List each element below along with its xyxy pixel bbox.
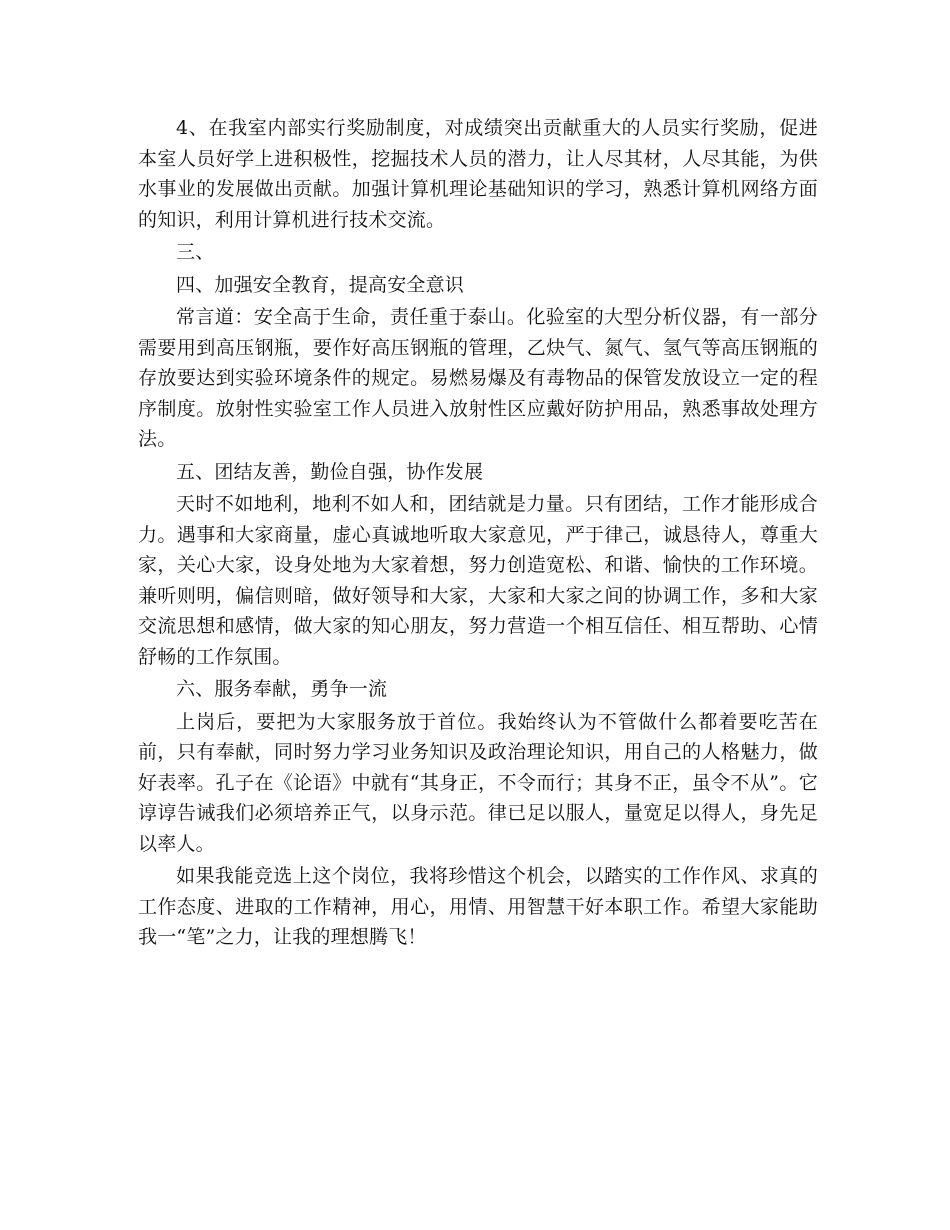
paragraph-safety: 常言道：安全高于生命，责任重于泰山。化验室的大型分析仪器，有一部分需要用到高压钢瓶，要作好高压钢瓶的管理，乙炔气、氮气、氢气等高压钢瓶的存放要达到实验环境条件的规定。易燃易爆及有毒物品的保管发放设立一定的程序制度。放射性实验室工作人员进入放射性区应戴好防护用品，熟悉事故处理方法。 (138, 306, 818, 450)
paragraph-closing: 如果我能竞选上这个岗位，我将珍惜这个机会，以踏实的工作作风、求真的工作态度、进取的工作精神，用心，用情、用智慧干好本职工作。希望大家能助我一“笔”之力，让我的理想腾飞！ (138, 865, 818, 948)
document-body (138, 113, 818, 953)
section-heading-safety: 四、加强安全教育，提高安全意识 (176, 273, 465, 296)
paragraph-service: 上岗后，要把为大家服务放于首位。我始终认为不管做什么都着要吃苦在前，只有奉献，同时努力学习业务知识及政治理论知识，用自己的人格魅力，做好表率。孔子在《论语》中就有“其身正，不令而行；其身不正，虽令不从”。它谆谆告诫我们必须培养正气，以身示范。律已足以服人，量宽足以得人，身先足以率人。 (138, 710, 818, 855)
section-heading-service: 六、服务奉献，勇争一流 (176, 678, 388, 700)
section-heading-three: 三、 (176, 241, 215, 263)
paragraph-unity: 天时不如地利，地利不如人和，团结就是力量。只有团结，工作才能形成合力。遇事和大家商量，虚心真诚地听取大家意见，严于律己，诚恳待人，尊重大家，关心大家，设身处地为大家着想，努力创造宽松、和谐、愉快的工作环境。兼听则明，偏信则暗，做好领导和大家，大家和大家之间的协调工作，多和大家交流思想和感情，做大家的知心朋友，努力营造一个相互信任、相互帮助、心情舒畅的工作氛围。 (138, 493, 818, 668)
section-heading-unity: 五、团结友善，勤俭自强，协作发展 (176, 460, 484, 483)
paragraph-reward-system: 4、在我室内部实行奖励制度，对成绩突出贡献重大的人员实行奖励，促进本室人员好学上进积极性，挖掘技术人员的潜力，让人尽其材，人尽其能，为供水事业的发展做出贡献。加强计算机理论基础知识的学习，熟悉计算机网络方面的知识，利用计算机进行技术交流。 (138, 117, 818, 231)
